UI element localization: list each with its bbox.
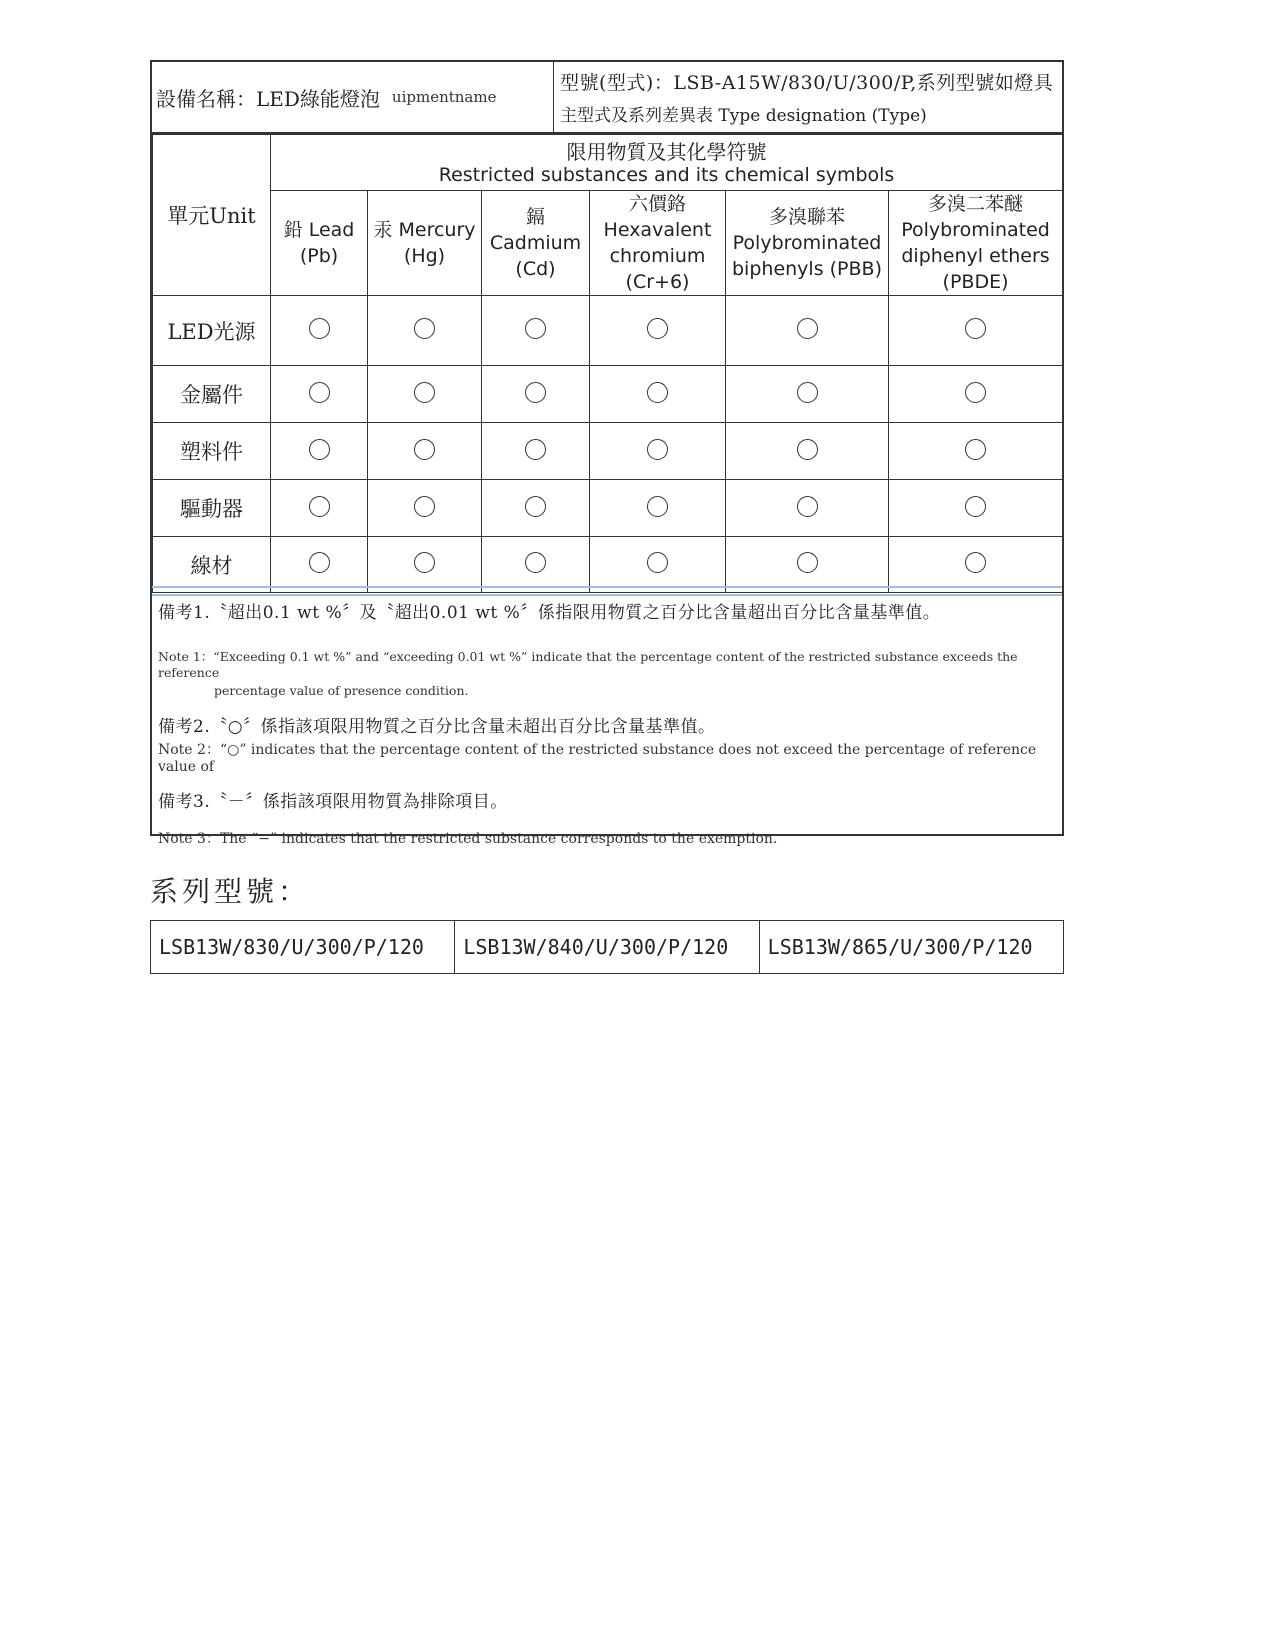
column-header-hexavalent-chromium [590, 191, 726, 296]
row-label-driver: 驅動器 [153, 480, 271, 537]
status-cell [368, 296, 482, 366]
status-cell [590, 366, 726, 423]
equipment-name: 設備名稱：LED綠能燈泡 [156, 86, 380, 111]
note3-cn: 備考3.〝－〞係指該項限用物質為排除項目。 [158, 792, 508, 812]
column-chromium-symbol: Hexavalent chromium (Cr+6) [603, 219, 712, 293]
column-header-lead [271, 191, 368, 296]
model-cell: LSB13W/865/U/300/P/120 [759, 921, 1063, 974]
circle-icon [414, 552, 435, 573]
equipment-name-en: uipmentname [391, 88, 497, 106]
note1-en: Note 1：“Exceeding 0.1 wt %” and “exceeding 0.01 wt %” indicate that the percentage content of the restricted substance exceeds the reference [158, 649, 1018, 680]
status-cell [590, 296, 726, 366]
circle-icon [309, 439, 330, 460]
note1-cn: 備考1.〝超出0.1 wt %〞及〝超出0.01 wt %〞係指限用物質之百分比含量超出百分比含量基準值。 [158, 603, 941, 623]
status-cell [271, 537, 368, 593]
table-row [153, 423, 1063, 480]
equipment-name-cell [152, 62, 554, 134]
table-row [153, 537, 1063, 593]
circle-icon [797, 439, 818, 460]
column-header-pbde [889, 191, 1063, 296]
status-cell [889, 480, 1063, 537]
column-lead-name: 鉛 Lead [283, 219, 355, 241]
status-cell [889, 537, 1063, 593]
status-cell [271, 296, 368, 366]
series-models-title: 系列型號： [150, 875, 311, 908]
note1-en-cont: percentage value of presence condition. [214, 683, 469, 698]
status-cell [726, 480, 889, 537]
status-cell [368, 537, 482, 593]
circle-icon [965, 552, 986, 573]
column-chromium-name: 六價鉻 [628, 193, 686, 215]
circle-icon [965, 496, 986, 517]
column-lead-symbol: (Pb) [299, 245, 339, 267]
status-cell [726, 366, 889, 423]
column-mercury-symbol: (Hg) [403, 245, 446, 267]
status-cell [368, 423, 482, 480]
circle-icon [414, 439, 435, 460]
circle-icon [965, 318, 986, 339]
circle-icon [647, 439, 668, 460]
type-designation-cell [554, 62, 1062, 134]
circle-icon [647, 318, 668, 339]
row-label-led: LED光源 [153, 296, 271, 366]
circle-icon [647, 496, 668, 517]
status-cell [889, 296, 1063, 366]
column-cadmium-symbol: Cadmium (Cd) [489, 232, 582, 280]
column-header-cadmium [482, 191, 590, 296]
column-pbb-symbol: Polybrominated biphenyls (PBB) [732, 232, 882, 280]
circle-icon [525, 439, 546, 460]
note2-en: Note 2：“○” indicates that the percentage content of the restricted substance does not exceed the percentage of reference value of [158, 742, 1037, 775]
table-row [153, 366, 1063, 423]
circle-icon [414, 318, 435, 339]
column-pbb-name: 多溴聯苯 [768, 206, 845, 228]
status-cell [271, 480, 368, 537]
status-cell [889, 423, 1063, 480]
circle-icon [525, 382, 546, 403]
column-pbde-name: 多溴二苯醚 [928, 193, 1024, 215]
column-header-pbb [726, 191, 889, 296]
circle-icon [414, 382, 435, 403]
status-cell [889, 366, 1063, 423]
note3-en: Note 3：The “−” indicates that the restricted substance corresponds to the exemption. [158, 831, 778, 847]
row-label-wire: 線材 [153, 537, 271, 593]
column-mercury-name: 汞 Mercury [373, 219, 476, 241]
status-cell [368, 480, 482, 537]
notes-section [158, 592, 1056, 848]
column-cadmium-name: 鎘 [525, 206, 545, 228]
circle-icon [797, 382, 818, 403]
note2-cn: 備考2.〝○〞係指該項限用物質之百分比含量未超出百分比含量基準值。 [158, 717, 716, 737]
row-label-plastic: 塑料件 [153, 423, 271, 480]
row-label-metal: 金屬件 [153, 366, 271, 423]
column-header-mercury [368, 191, 482, 296]
circle-icon [525, 496, 546, 517]
circle-icon [309, 318, 330, 339]
status-cell [482, 480, 590, 537]
status-cell [726, 423, 889, 480]
status-cell [482, 366, 590, 423]
substance-grid [152, 134, 1063, 593]
circle-icon [309, 552, 330, 573]
model-cell: LSB13W/840/U/300/P/120 [455, 921, 759, 974]
status-cell [590, 480, 726, 537]
type-designation-line1: 型號(型式)：LSB-A15W/830/U/300/P,系列型號如燈具 [560, 72, 1054, 94]
unit-header: 單元Unit [153, 135, 271, 296]
circle-icon [525, 318, 546, 339]
circle-icon [965, 439, 986, 460]
type-designation-line2: 主型式及系列差異表 Type designation (Type) [560, 106, 927, 126]
status-cell [368, 366, 482, 423]
status-cell [482, 423, 590, 480]
status-cell [482, 296, 590, 366]
status-cell [271, 423, 368, 480]
circle-icon [647, 382, 668, 403]
circle-icon [414, 496, 435, 517]
circle-icon [965, 382, 986, 403]
status-cell [590, 537, 726, 593]
circle-icon [797, 552, 818, 573]
table-row [153, 296, 1063, 366]
circle-icon [797, 496, 818, 517]
model-cell: LSB13W/830/U/300/P/120 [151, 921, 455, 974]
circle-icon [309, 382, 330, 403]
status-cell [726, 296, 889, 366]
column-pbde-symbol: Polybrominated diphenyl ethers (PBDE) [901, 219, 1050, 293]
status-cell [482, 537, 590, 593]
table-row [153, 480, 1063, 537]
restricted-header-cn: 限用物質及其化學符號 [566, 139, 767, 164]
rohs-declaration-table [150, 60, 1064, 847]
circle-icon [309, 496, 330, 517]
status-cell [726, 537, 889, 593]
status-cell [590, 423, 726, 480]
restricted-substances-header [271, 135, 1063, 191]
restricted-header-en: Restricted substances and its chemical symbols [438, 163, 895, 186]
circle-icon [797, 318, 818, 339]
circle-icon [525, 552, 546, 573]
status-cell [271, 366, 368, 423]
circle-icon [647, 552, 668, 573]
series-models-table [150, 920, 1064, 974]
